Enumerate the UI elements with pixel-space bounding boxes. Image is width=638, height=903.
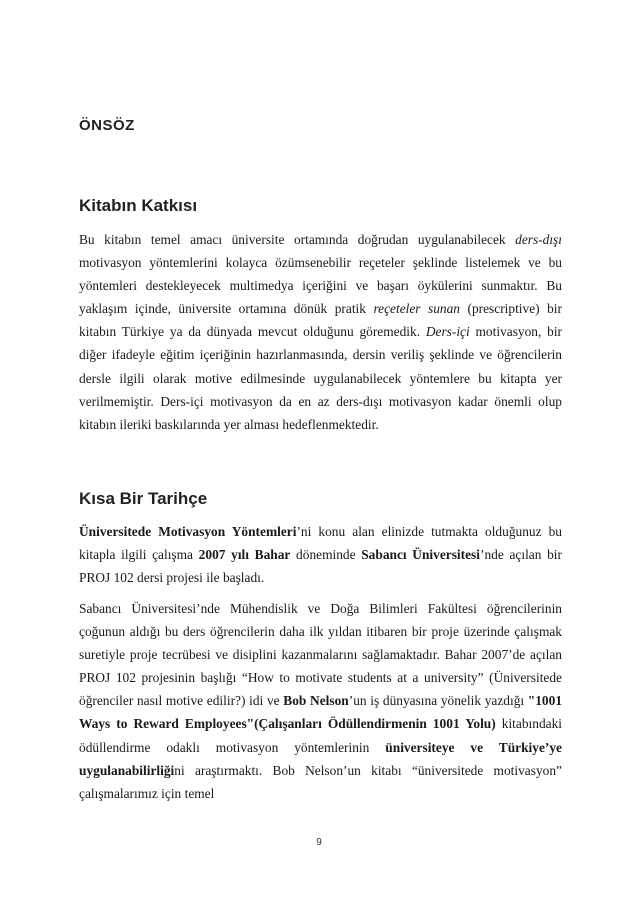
text-run: (prescriptive) bir kitabın Türkiye ya da dünyada mevcut olduğunu göremedik. (79, 301, 562, 340)
italic-term: reçeteler sunan (373, 301, 460, 317)
section-heading-history: Kısa Bir Tarihçe (79, 489, 208, 508)
paragraph-history-intro (79, 520, 562, 589)
text-run: motivasyon, bir diğer ifadeyle eğitim içeriğinin hazırlanmasında, dersin veriliş şeklinde ve öğrencilerin dersle ilgili olarak motive edilmesinde uygulanabilecek yöntemlere bu kitapta yer verilmemiştir. Ders-içi motivasyon da en az ders-dışı motivasyon kadar önemli olup kitabın ileriki baskılarında yer alması hedeflenmektedir. (79, 324, 563, 432)
bold-term: Bob Nelson (283, 693, 349, 709)
text-run: ’un iş dünyasına yönelik yazdığı (348, 693, 528, 709)
foreword-title: ÖNSÖZ (79, 117, 135, 134)
bold-term: Üniversitede Motivasyon Yöntemleri (79, 524, 297, 539)
bold-term: "1001 Ways to Reward Employees"(Çalışanları Ödüllendirmenin 1001 Yolu) (79, 693, 563, 732)
text-run: Sabancı Üniversitesi’nde Mühendislik ve Doğa Bilimleri Fakültesi öğrencilerinin çoğunun aldığı bu ders öğrencilerin daha ilk yıldan itibaren bir proje üzerinde çalışmak suretiyle proje tecrübesi ve disiplini kazanmalarını sağlamaktadır. Bahar 2007’de açılan PROJ 102 projesinin başlığı “How to motivate students at a university” (Üniversitede öğrenciler nasıl motive edilir?) idi ve (79, 601, 562, 709)
text-run: kitabındaki ödüllendirme odaklı motivasyon yöntemlerinin (79, 716, 562, 755)
text-run: Bu kitabın temel amacı üniversite ortamında doğrudan uygulanabilecek (79, 232, 516, 247)
bold-term: Sabancı Üniversitesi (361, 547, 480, 563)
text-run: döneminde (290, 547, 362, 563)
section-heading-contribution: Kitabın Katkısı (79, 196, 198, 215)
bold-term: üniversiteye ve Türkiye’ye uygulanabilirliği (79, 739, 562, 778)
italic-term: Ders-içi (425, 324, 470, 340)
paragraph-contribution (79, 228, 562, 436)
text-run: ni araştırmaktı. Bob Nelson’un kitabı “üniversitede motivasyon” çalışmalarımız için temel (79, 762, 562, 801)
paragraph-history-detail (79, 597, 562, 805)
text-run: ’ni konu alan elinizde tutmakta olduğunuz bu kitapla ilgili çalışma (79, 524, 563, 563)
italic-term: ders-dışı (515, 232, 562, 247)
page-number: 9 (316, 837, 322, 848)
text-run: ’nde açılan bir PROJ 102 dersi projesi ile başladı. (79, 547, 562, 586)
bold-term: 2007 yılı Bahar (198, 547, 291, 563)
text-run: motivasyon yöntemlerini kolayca özümsenebilir reçeteler şeklinde listelemek ve bu yöntemleri destekleyecek multimedya içeriğini ve başarı öykülerini sunmaktır. Bu yaklaşım içinde, üniversite ortamına dönük pratik (79, 255, 562, 317)
